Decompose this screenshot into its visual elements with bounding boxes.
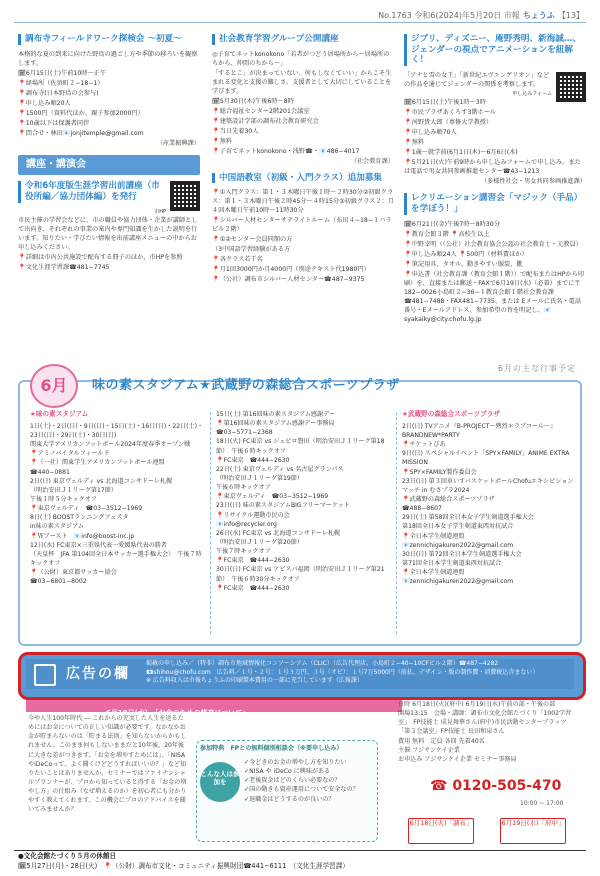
event-line: 2日(日) TVアニメ『B-PROJECT〜熱烈＊ラブコール〜』BRANDNEW*PARTY bbox=[402, 422, 557, 440]
fieldwork-org: （産業振興課） bbox=[156, 139, 200, 147]
event-line: 23日(日) 味の素スタジアムBIGフリーマーケット bbox=[216, 502, 350, 510]
stadium-heading: ★味の素スタジアム bbox=[30, 410, 89, 418]
event-line: 午後７時キックオフ bbox=[216, 548, 271, 556]
fieldwork-line: 📍経場所（佐須町２−18−1） bbox=[18, 79, 104, 87]
header-rule bbox=[14, 22, 586, 23]
event-line: 23日(日) 第３回車いすバスケットボールChofuエキシビションマッチ in むさプラ2024 bbox=[402, 477, 574, 494]
month-badge: 6月 bbox=[30, 364, 78, 408]
event-line: 午後６時キックオフ bbox=[216, 484, 271, 492]
event-line: 📍FC東京 ☎444−2630 bbox=[216, 557, 290, 565]
fieldwork-line: 📍10歳以下は保護者同伴 bbox=[18, 119, 90, 127]
event-line: （明治安田Ｊ１リーグ第17節） bbox=[30, 486, 117, 494]
magic-line: 📍中野幸明（（公社）社会教育協会公認の社会教育士・元教員） bbox=[404, 240, 582, 248]
seminar-detail: 開場13:15 会場・講師：調布市文化会館たづくり「1002学習室」 FP技能士 成見舞華さん(府中)市民活動センタープラッツ「第３会議室」FP技能士 長田和泉さん bbox=[398, 710, 572, 736]
seminar-bar bbox=[26, 700, 402, 717]
fieldwork-title: 調布寺フィールドワーク探検会 〜初夏〜 bbox=[18, 34, 200, 45]
ad-icon bbox=[34, 664, 56, 686]
event-line: 22日(土) 東京ヴェルディ vs 名古屋グランパス bbox=[216, 465, 344, 473]
events-divider bbox=[210, 412, 211, 634]
event-line: 1日(土)・2日(日)・9日(日)・15日(土)・16日(日)・22日(土)・23日(日)・29日(土)・30日(日) bbox=[30, 422, 204, 440]
qr-code-icon[interactable] bbox=[556, 72, 586, 102]
event-line: 9日(日) スペシャルイベント「SPY×FAMILY」ANIME EXTRA MISSION bbox=[402, 450, 570, 467]
events-title: 味の素スタジアム★武蔵野の森総合スポーツプラザ bbox=[92, 378, 400, 393]
chinese-class-line: 📍（公社）調布市シルバー人材センター☎487−9375 bbox=[212, 276, 365, 284]
ad-title: 広告の欄 bbox=[66, 666, 130, 682]
event-line: 📍武蔵野の森総合スポーツプラザ bbox=[402, 496, 495, 504]
fieldwork-line: 📍問合せ・林田📧jonjitemple@gmail.com bbox=[18, 129, 144, 137]
page-number: 【13】 bbox=[557, 11, 584, 20]
social-ed-line: 📍子育てネットkonokono・浅野☎・📧486−4017 bbox=[212, 147, 360, 155]
event-line: 18日(火) FC東京 vs ジュビロ磐田（明治安田Ｊ１リーグ第18節） 午後６時キックオフ bbox=[216, 438, 385, 455]
event-line: 12日(水) FC東京×三重県代表一愛媛県代表の勝者 bbox=[30, 541, 167, 549]
gender-anime-line: 「アナと雪の女王」「新世紀エヴァンゲリオン」などの作品を通じてジェンダーの関係を考察します。 bbox=[404, 72, 550, 89]
event-line: 📍東京ヴェルディ ☎03−3512−1969 bbox=[216, 493, 329, 501]
social-ed-title: 社会教育学習グループ公開講座 bbox=[212, 34, 394, 45]
event-line: （天皇杯 JFA 第104回全日本サッカー選手権大会） 午後７時キックオフ bbox=[30, 550, 202, 567]
chinese-class-line: 📍月1回3000円か月4000円（別途テキスト代1980円） bbox=[212, 266, 370, 274]
benefit-title: 参加特典 FPとの無料個別相談会（※要申し込み） bbox=[200, 745, 343, 752]
issue-date: 令和6(2024)年5月20日 bbox=[414, 11, 502, 20]
magic-line: 📍申し込み順24人 📍500円（材料費ほか） bbox=[404, 250, 528, 258]
demae-line: 📍文化生涯学習課☎481−7745 bbox=[18, 263, 110, 271]
magic-line: 📍申込書（社会教育課（教育会館１階））で配布またはHPから印刷）を、直接または郵送・FAXで6月19日(水)（必着）までに〒182−0026小島町２−36−１教育会館１階社会教育課☎481−7488・FAX481−7735、または Eメールに氏名・電話番号・Eメールアドレス、参加希望の旨を明記し、📧syakaiky@city.chofu.lg.jp bbox=[404, 270, 585, 323]
event-line: 📍（一社）関東学生アメリカンフットボール連盟 ☎440−0881 bbox=[30, 459, 171, 476]
social-ed-line: 🗓5月30日(木)午後6時〜8時 bbox=[212, 97, 294, 105]
footer-notice bbox=[18, 852, 349, 872]
phone-number-text: 0120-505-470 bbox=[452, 778, 562, 794]
column-1 bbox=[18, 28, 200, 353]
event-line: 15日(土) 第16回味の素スタジアム感謝デー bbox=[216, 411, 336, 418]
social-ed-line: 📍総合福祉センター2階201会議室 bbox=[212, 107, 310, 115]
qr-code-icon[interactable] bbox=[170, 181, 200, 211]
events-divider bbox=[396, 412, 397, 634]
gender-anime-org: （多様性社会・男女共同参画推進課） bbox=[480, 178, 586, 186]
benefit-item: ✓退職金はどうするのが良いの？ bbox=[244, 795, 335, 803]
chinese-class-line: 📍各クラス若干名 bbox=[212, 256, 263, 264]
event-line: 📍アミノバイタルフィールド bbox=[30, 450, 110, 458]
event-line: in味の素スタジアム bbox=[30, 523, 84, 531]
magic-line: 🗓6月21日(金)午後7時〜8時30分 bbox=[404, 220, 500, 228]
fieldwork-line: 🗓6月15日(土)午前10時〜正午 bbox=[18, 69, 107, 77]
gender-anime-line: 📍申し込み順70人 bbox=[404, 129, 457, 137]
benefit-item: ✓今どきのお金の増やし方を知りたい bbox=[244, 759, 347, 766]
social-ed-line: ◎子育てネットkonokono「若者がつどう居場所から〜居場所のちから、仲間のちから〜」 bbox=[212, 50, 390, 67]
plaza-heading: ★武蔵野の森総合スポーツプラザ bbox=[402, 410, 500, 418]
event-line: 第71回全日本学生剣道東西対抗試合 bbox=[402, 560, 502, 567]
magic-title: レクリエーション講習会「マジック（手品）を学ぼう！」 bbox=[404, 193, 586, 214]
brand-name: ちょうふ bbox=[522, 11, 555, 20]
events-col-3 bbox=[402, 410, 577, 586]
event-line: 📍SPY×FAMILY製作委員会 bbox=[402, 468, 477, 476]
events-meta: 6月の主な行事予定 bbox=[497, 364, 576, 373]
benefit-list bbox=[244, 758, 374, 804]
event-line: 📧zennichigakuren2022@gmail.com bbox=[402, 541, 514, 549]
event-line: 2日(日) 東京ヴェルディ vs 北海道コンサドーレ札幌 bbox=[30, 477, 173, 485]
seminar-intro bbox=[28, 714, 188, 844]
event-line: 📍第16回味の素スタジアム感謝デー事務局 bbox=[216, 420, 335, 428]
seminar-intro-text: 今や人生100年時代 ― これからの充実した人生を送るためにはお金についての正しい知識が必要です。なかなかお金が貯まらないのは「貯まる法則」を知らないからかもしれません。このまま何もしないままだと10年後、20年後に大きな差がつきます。「お金を増やすためには」、「NISAやiDeCoって、よく聞くけどどうすればいいの？」など知りたいことはありませんか。セミナーではファイナンシャルプランナーが、プロから知っていると得する「お金の増やし方」の仕組み（なぜ増えるのか）を初心者にも分かりやすく教えてくれます。この機会にプロのアドバイスを聞いてみませんか？ bbox=[28, 715, 187, 814]
chinese-class-line: 📍①入門クラス：第１・３木曜日午後１時〜２時30分②初級クラス：第１・３木曜日午後２時45分〜４時15分③初級クラス２：月４回木曜日午前10時〜11時30分 bbox=[212, 189, 394, 215]
event-line: 午後１時５分キックオフ bbox=[30, 496, 97, 504]
demae-line: 📍詳細は市内公共施設で配布する冊子のほか、市HPを参照 bbox=[18, 253, 183, 261]
ad-line: 📧shihou@chofu.com 広告料／１号・２号：１号３万円、３号（オビ）：１号7万5000円（前払、デザイン・版の制作費・消費税込含まない） bbox=[146, 668, 539, 676]
chinese-class-line: （3中国語学習経験がある方 bbox=[212, 246, 291, 254]
seminar-detail: 日時 6月18日(火)(府中) 6月19日(水)午前の部・午後の部 bbox=[398, 701, 556, 708]
phone-number[interactable]: ☎ 0120-505-470 bbox=[430, 778, 562, 794]
date-box-fuchu: 6月19日(水)「府中」 bbox=[500, 818, 566, 844]
seminar-details bbox=[398, 700, 578, 780]
ad-line: 掲載の申し込み／（特非）調布市地域情報化コンソーシアム（CLIC）（広告代理店。小島町２−40−10CFビル２階）☎487−4282 bbox=[146, 660, 499, 667]
benefit-item: ✓国の動きも資産運用について安全なの？ bbox=[244, 786, 359, 794]
gender-anime-line: 📍河野貴大郎（専修大学教授） bbox=[404, 119, 493, 127]
event-line: ☎03−5771−2368 bbox=[216, 429, 273, 437]
footer-rule bbox=[14, 850, 586, 851]
event-line: 📍全日本学生剣道連盟 bbox=[402, 532, 465, 540]
demae-line: 市民主催の学習会などに、市の職員や協力団体・企業が講師として出向き、それぞれの事業の案内や専門知識を生かした説明を行います。知りたい・学びたい情報を出前講座メニューの中からお申し込みください。 bbox=[18, 216, 198, 251]
social-ed-org: （社会教育課） bbox=[350, 157, 394, 165]
lecture-band: 講座・講演会 bbox=[18, 155, 200, 176]
event-line: 第18回全日本女子学生剣道東西対抗試合 bbox=[402, 523, 514, 531]
gender-anime-line: 📍5月21日(火)午前9時から申し込みフォームで申し込み。または電話で男女共同参画推進センター☎43−1213 bbox=[404, 159, 581, 176]
event-line: 📍リサイクル運動市民の会 bbox=[216, 511, 290, 519]
events-col-2 bbox=[216, 410, 391, 593]
social-ed-line: 📍建築設計学部の調布社会教育研究会 bbox=[212, 117, 319, 125]
footer-line: 🗓5月27日(月)・28日(火) 📍（公財）調布市文化・コミュニティ振興財団☎441−6111 （文化生涯学習課） bbox=[18, 861, 349, 870]
magic-line: 📍筆記用具、タオル、動きやすい服装、靴 bbox=[404, 260, 523, 268]
event-line: 📍Ｗブースト 📧info@boost-inc.jp bbox=[30, 532, 135, 540]
seminar-detail: お申込み フジサンケイ企業 セミナー事務局 bbox=[398, 755, 517, 763]
column-3 bbox=[404, 28, 586, 353]
column-2 bbox=[212, 28, 394, 353]
benefit-item: ✓老後資金はどのくらい必要なの？ bbox=[244, 777, 341, 785]
footer-title: ●文化会館たづくり５月の休館日 bbox=[18, 852, 117, 860]
ad-line: ※ 広告料収入は市報ちょうふの印刷製本費用の一部に充当しています（広報課） bbox=[146, 677, 363, 685]
event-line: 📍FC東京 ☎444−2630 bbox=[216, 456, 290, 464]
chinese-class-title: 中国語教室（初級・入門クラス）追加募集 bbox=[212, 173, 394, 184]
ad-info bbox=[146, 660, 570, 686]
event-line: 29日(土) 第58回全日本女子学生剣道選手権大会 bbox=[402, 514, 534, 522]
chinese-class-line: 📍①②センター会員同額の方 bbox=[212, 236, 293, 244]
fieldwork-line: 本格的な夏の到来に向けた野鳥の過ごし方や季節の移ろいを観察します。 bbox=[18, 50, 198, 67]
event-line: 8日(土) BOOSTランニングフェスタ bbox=[30, 514, 129, 522]
event-line: （明治安田Ｊ１リーグ第19節） bbox=[216, 474, 303, 482]
gender-anime-title: ジブリ、ディズニー、庵野秀明、新海誠…、ジェンダーの視点でアニメーションを紐解く！ bbox=[404, 34, 586, 66]
seminar-detail: 主催 フジサンケイ企業 bbox=[398, 746, 460, 754]
fieldwork-line: 📍1500円（資料代ほか、親子参加2000円） bbox=[18, 109, 144, 117]
gender-anime-line: 📍市民プラザあくろす3階ホール bbox=[404, 109, 496, 117]
seminar-bar-text: 6月19日(水) 「お金のための将来について」 bbox=[106, 709, 250, 717]
brand-prefix: 市報 bbox=[503, 11, 520, 20]
magic-line: 📍教育会館３階 📍高校生以上 bbox=[404, 230, 490, 238]
fieldwork-line: 📍申し込み順20人 bbox=[18, 99, 71, 107]
social-ed-line: 「するとこ」が決まっていない、何もしなくていい」からこそ生まれる変化と支援の難しさ。支援者として大切にしていることを学びます。 bbox=[212, 69, 392, 95]
event-line: 📍東京ヴェルディ ☎03−3512−1969 bbox=[30, 505, 143, 513]
benefit-item: ✓NISA や iDeCo に興味がある bbox=[244, 768, 331, 776]
issue-number: No.1763 bbox=[378, 11, 412, 20]
page-header bbox=[378, 10, 584, 21]
event-line: 📍全日本学生剣道連盟 bbox=[402, 569, 465, 577]
event-line: 📍チケットぴあ bbox=[402, 441, 446, 449]
event-line: 関東大学アメリカンフットボール2024年度春季オープン戦 bbox=[30, 441, 191, 449]
event-line: （明治安田Ｊ１リーグ第20節） bbox=[216, 538, 303, 546]
gender-anime-line: 📍無料 bbox=[404, 139, 425, 147]
chinese-class-line: 📍シルバー人材センターサテライトルーム（布田４−18−１ハラビル２階） bbox=[212, 217, 392, 234]
qr-label: 市HP bbox=[154, 208, 166, 215]
gender-anime-line: 📍1歳〜就学前(6月1日(木)〜6月6日(木) bbox=[404, 149, 518, 157]
event-line: ☎03−6801−8002 bbox=[30, 578, 87, 586]
event-line: 📍（公財）東京都サッカー協会 bbox=[30, 569, 117, 577]
fieldwork-line: 📍調布寺(日本野鳥の会参与) bbox=[18, 89, 99, 97]
date-box-chofu: 6月18日(火)「調布」 bbox=[408, 818, 474, 844]
event-line: 30日(日) 第72回全日本学生剣道選手権大会 bbox=[402, 550, 522, 558]
target-badge: こんな人は参加を bbox=[200, 762, 240, 802]
event-line: 26日(水) FC東京 vs 北海道コンサドーレ札幌 bbox=[216, 529, 341, 537]
demae-title: 令和6年度版生涯学習出前講座（市役所編／協力団体編）を発行 bbox=[18, 181, 200, 202]
social-ed-line: 📍無料 bbox=[212, 137, 233, 145]
events-col-1 bbox=[30, 410, 205, 586]
social-ed-line: 📍当日先着30人 bbox=[212, 127, 259, 135]
gender-anime-line: 🗓6月15日(土)午後1時〜3時 bbox=[404, 99, 486, 107]
phone-hours: 10:00 ~ 17:00 bbox=[520, 800, 564, 807]
qr-label: 申し込みフォーム bbox=[512, 91, 552, 98]
event-line: ☎488−8607 bbox=[402, 505, 442, 513]
event-line: 📧zennichigakuren2022@gmail.com bbox=[402, 578, 514, 586]
event-line: 📧info@recycler.org bbox=[216, 520, 277, 528]
event-line: 30日(日) FC東京 vs アビスパ福岡（明治安田Ｊ１リーグ第21節） 午後６時30分キックオフ bbox=[216, 566, 385, 583]
event-line: 📍FC東京 ☎444−2630 bbox=[216, 584, 290, 592]
seminar-detail: 費用 無料 定員 各回 先着40名 bbox=[398, 737, 485, 745]
